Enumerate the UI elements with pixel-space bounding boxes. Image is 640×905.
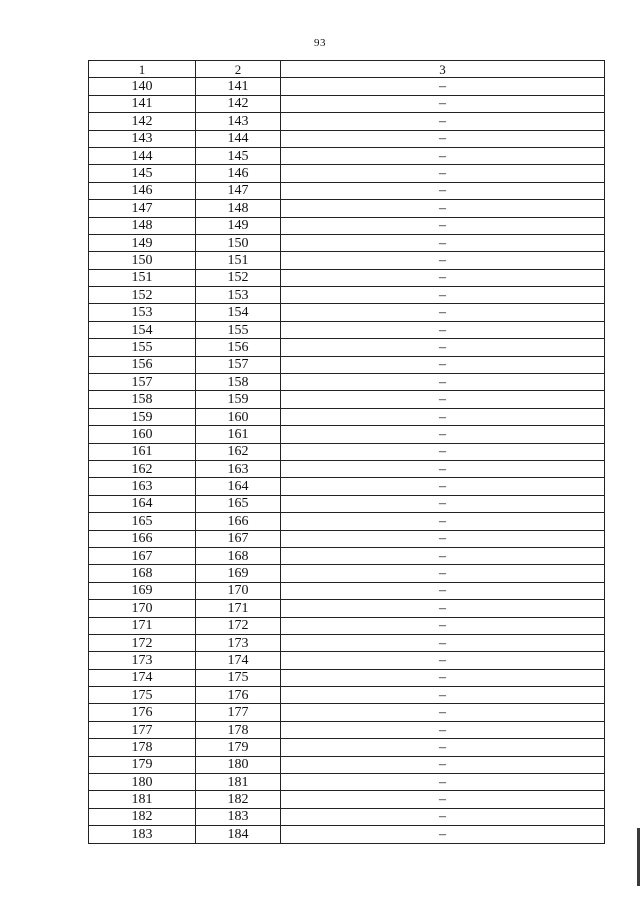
table-cell-col-3: –: [281, 739, 605, 756]
table-body: [89, 78, 605, 843]
table-cell-col-2: 162: [196, 443, 281, 460]
table-row: [89, 513, 605, 530]
table-cell-col-1: 143: [89, 130, 196, 147]
column-header-3: 3: [281, 61, 605, 78]
table-cell-col-2: 143: [196, 113, 281, 130]
table-row: [89, 165, 605, 182]
table-cell-col-1: 180: [89, 774, 196, 791]
table-cell-col-2: 170: [196, 582, 281, 599]
table-cell-col-2: 179: [196, 739, 281, 756]
table-cell-col-1: 165: [89, 513, 196, 530]
table-cell-col-1: 182: [89, 808, 196, 825]
table-cell-col-2: 184: [196, 826, 281, 843]
table-cell-col-3: –: [281, 687, 605, 704]
table-cell-col-1: 169: [89, 582, 196, 599]
table-row: [89, 95, 605, 112]
table-cell-col-2: 167: [196, 530, 281, 547]
table-cell-col-1: 145: [89, 165, 196, 182]
table-cell-col-3: –: [281, 95, 605, 112]
table-cell-col-2: 142: [196, 95, 281, 112]
header-row: [89, 61, 605, 78]
table-cell-col-2: 147: [196, 182, 281, 199]
table-row: [89, 147, 605, 164]
table-cell-col-1: 142: [89, 113, 196, 130]
table-row: [89, 374, 605, 391]
table-cell-col-1: 168: [89, 565, 196, 582]
table-cell-col-1: 164: [89, 495, 196, 512]
table-row: [89, 113, 605, 130]
table-row: [89, 652, 605, 669]
data-table: [88, 60, 605, 844]
table-cell-col-1: 177: [89, 721, 196, 738]
table-row: [89, 791, 605, 808]
table-cell-col-1: 156: [89, 356, 196, 373]
table-row: [89, 826, 605, 843]
table-cell-col-1: 172: [89, 634, 196, 651]
table-cell-col-3: –: [281, 547, 605, 564]
table-cell-col-3: –: [281, 634, 605, 651]
table-row: [89, 182, 605, 199]
table-cell-col-3: –: [281, 478, 605, 495]
table-cell-col-3: –: [281, 304, 605, 321]
table-cell-col-3: –: [281, 582, 605, 599]
table-cell-col-3: –: [281, 530, 605, 547]
table-cell-col-3: –: [281, 252, 605, 269]
table-cell-col-1: 140: [89, 78, 196, 95]
table-cell-col-3: –: [281, 234, 605, 251]
table-cell-col-2: 174: [196, 652, 281, 669]
table-cell-col-1: 149: [89, 234, 196, 251]
table-cell-col-1: 167: [89, 547, 196, 564]
table-row: [89, 200, 605, 217]
table-row: [89, 304, 605, 321]
table-cell-col-1: 179: [89, 756, 196, 773]
table-cell-col-1: 176: [89, 704, 196, 721]
table-cell-col-2: 156: [196, 339, 281, 356]
table-cell-col-1: 150: [89, 252, 196, 269]
table-cell-col-1: 174: [89, 669, 196, 686]
column-header-2: 2: [196, 61, 281, 78]
table-cell-col-1: 155: [89, 339, 196, 356]
table-cell-col-3: –: [281, 217, 605, 234]
table-row: [89, 443, 605, 460]
table-row: [89, 617, 605, 634]
table-cell-col-2: 168: [196, 547, 281, 564]
table-row: [89, 582, 605, 599]
table-cell-col-3: –: [281, 426, 605, 443]
table-row: [89, 339, 605, 356]
table-row: [89, 704, 605, 721]
table-row: [89, 739, 605, 756]
table-cell-col-3: –: [281, 669, 605, 686]
table-cell-col-2: 182: [196, 791, 281, 808]
table-row: [89, 808, 605, 825]
table-cell-col-1: 153: [89, 304, 196, 321]
table-cell-col-1: 147: [89, 200, 196, 217]
table-cell-col-3: –: [281, 617, 605, 634]
table-cell-col-1: 146: [89, 182, 196, 199]
table-cell-col-3: –: [281, 130, 605, 147]
table-cell-col-2: 176: [196, 687, 281, 704]
table-row: [89, 547, 605, 564]
table-row: [89, 634, 605, 651]
table-row: [89, 565, 605, 582]
table-cell-col-1: 166: [89, 530, 196, 547]
table-cell-col-3: –: [281, 600, 605, 617]
table-cell-col-2: 177: [196, 704, 281, 721]
table-cell-col-3: –: [281, 287, 605, 304]
table-cell-col-2: 150: [196, 234, 281, 251]
table-header: [89, 61, 605, 78]
table-cell-col-3: –: [281, 182, 605, 199]
table-cell-col-3: –: [281, 200, 605, 217]
table-row: [89, 269, 605, 286]
table-cell-col-1: 157: [89, 374, 196, 391]
table-cell-col-2: 144: [196, 130, 281, 147]
table-cell-col-2: 155: [196, 321, 281, 338]
column-header-1: 1: [89, 61, 196, 78]
table-cell-col-3: –: [281, 269, 605, 286]
table-cell-col-2: 165: [196, 495, 281, 512]
table-cell-col-1: 158: [89, 391, 196, 408]
table-cell-col-3: –: [281, 565, 605, 582]
table-cell-col-2: 175: [196, 669, 281, 686]
table-cell-col-2: 169: [196, 565, 281, 582]
table-cell-col-2: 178: [196, 721, 281, 738]
table-cell-col-3: –: [281, 791, 605, 808]
table-cell-col-2: 163: [196, 460, 281, 477]
table-cell-col-3: –: [281, 756, 605, 773]
table-cell-col-3: –: [281, 374, 605, 391]
table-row: [89, 217, 605, 234]
table-cell-col-3: –: [281, 147, 605, 164]
table-cell-col-1: 171: [89, 617, 196, 634]
table-cell-col-3: –: [281, 339, 605, 356]
table-row: [89, 669, 605, 686]
table-row: [89, 356, 605, 373]
table-cell-col-3: –: [281, 826, 605, 843]
table-cell-col-3: –: [281, 356, 605, 373]
table-row: [89, 234, 605, 251]
table-cell-col-1: 163: [89, 478, 196, 495]
table-cell-col-1: 162: [89, 460, 196, 477]
table-row: [89, 252, 605, 269]
table-cell-col-2: 157: [196, 356, 281, 373]
table-cell-col-2: 164: [196, 478, 281, 495]
table-cell-col-2: 166: [196, 513, 281, 530]
table-row: [89, 78, 605, 95]
table-cell-col-2: 158: [196, 374, 281, 391]
table-cell-col-3: –: [281, 408, 605, 425]
table-cell-col-3: –: [281, 808, 605, 825]
table-row: [89, 756, 605, 773]
table-cell-col-2: 171: [196, 600, 281, 617]
table-cell-col-1: 170: [89, 600, 196, 617]
table-cell-col-1: 144: [89, 147, 196, 164]
table-cell-col-2: 145: [196, 147, 281, 164]
table-cell-col-1: 181: [89, 791, 196, 808]
table-cell-col-3: –: [281, 721, 605, 738]
table-cell-col-3: –: [281, 165, 605, 182]
table-cell-col-3: –: [281, 513, 605, 530]
table-cell-col-1: 159: [89, 408, 196, 425]
table-row: [89, 321, 605, 338]
table-row: [89, 687, 605, 704]
table-cell-col-2: 159: [196, 391, 281, 408]
table-cell-col-1: 161: [89, 443, 196, 460]
table-cell-col-2: 160: [196, 408, 281, 425]
table-cell-col-1: 183: [89, 826, 196, 843]
table-row: [89, 600, 605, 617]
table-cell-col-2: 181: [196, 774, 281, 791]
table-cell-col-1: 178: [89, 739, 196, 756]
table-cell-col-3: –: [281, 113, 605, 130]
table-cell-col-1: 148: [89, 217, 196, 234]
table-row: [89, 426, 605, 443]
table-cell-col-2: 149: [196, 217, 281, 234]
table-row: [89, 721, 605, 738]
table-cell-col-3: –: [281, 321, 605, 338]
table-cell-col-1: 175: [89, 687, 196, 704]
table-cell-col-2: 151: [196, 252, 281, 269]
table-cell-col-3: –: [281, 460, 605, 477]
table-row: [89, 478, 605, 495]
table-cell-col-2: 183: [196, 808, 281, 825]
table-cell-col-2: 146: [196, 165, 281, 182]
table-cell-col-2: 172: [196, 617, 281, 634]
table-row: [89, 408, 605, 425]
table-cell-col-2: 173: [196, 634, 281, 651]
table-cell-col-3: –: [281, 78, 605, 95]
table-cell-col-3: –: [281, 652, 605, 669]
table-cell-col-1: 152: [89, 287, 196, 304]
table-row: [89, 391, 605, 408]
table-row: [89, 130, 605, 147]
table-cell-col-2: 141: [196, 78, 281, 95]
table-cell-col-1: 160: [89, 426, 196, 443]
table-cell-col-1: 141: [89, 95, 196, 112]
table-cell-col-1: 154: [89, 321, 196, 338]
table-cell-col-3: –: [281, 443, 605, 460]
table-row: [89, 495, 605, 512]
table-row: [89, 774, 605, 791]
table-cell-col-2: 161: [196, 426, 281, 443]
table-row: [89, 530, 605, 547]
table-row: [89, 460, 605, 477]
table-cell-col-2: 180: [196, 756, 281, 773]
table-cell-col-3: –: [281, 495, 605, 512]
table-cell-col-3: –: [281, 774, 605, 791]
page-number: 93: [314, 37, 326, 49]
table-cell-col-3: –: [281, 391, 605, 408]
table-cell-col-2: 154: [196, 304, 281, 321]
table-cell-col-3: –: [281, 704, 605, 721]
table-cell-col-1: 173: [89, 652, 196, 669]
table-cell-col-2: 152: [196, 269, 281, 286]
table-cell-col-2: 148: [196, 200, 281, 217]
table-row: [89, 287, 605, 304]
table-cell-col-1: 151: [89, 269, 196, 286]
table-cell-col-2: 153: [196, 287, 281, 304]
